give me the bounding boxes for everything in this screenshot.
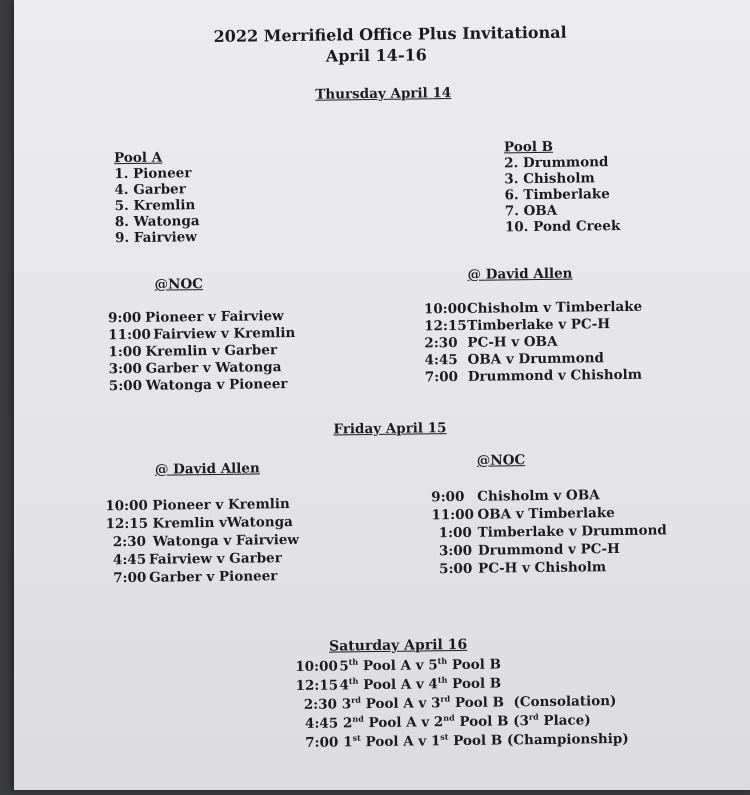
game-row: 10:00Chisholm v Timberlake [423, 298, 643, 318]
friday-heading: Friday April 15 [333, 420, 447, 438]
game-row: 11:00 Fairview v Kremlin [108, 324, 296, 344]
final-game-row: 7:00 1st Pool A v 1st Pool B (Championship) [305, 730, 629, 751]
game-row: 5:00 PC-H v Chisholm [439, 559, 607, 578]
friday-site-a: @ David Allen [154, 460, 260, 478]
game-row: 2:30 PC-H v OBA [424, 333, 558, 352]
game-row: 10:00 Pioneer v Kremlin [105, 496, 290, 515]
final-game-row: 2:30 3rd Pool A v 3rd Pool B (Consolation) [303, 693, 617, 713]
pool-a-team: 9. Fairview [114, 229, 197, 247]
pool-a-team: 1. Pioneer [114, 165, 192, 183]
pool-b-team: 10. Pond Creek [504, 217, 621, 236]
thursday-heading: Thursday April 14 [315, 85, 452, 103]
pool-b-team: 3. Chisholm [504, 170, 595, 188]
game-row: 4:45 OBA v Drummond [424, 350, 605, 369]
pool-b-heading: Pool B [503, 138, 554, 156]
final-game-row: 10:005th Pool A v 5th Pool B [295, 655, 502, 675]
pool-a-team: 4. Garber [114, 181, 186, 199]
game-row: 12:15 Kremlin vWatonga [105, 514, 293, 533]
pool-b-team: 6. Timberlake [504, 186, 610, 204]
game-row: 4:45 Fairview v Garber [112, 550, 282, 569]
game-row: 9:00 Pioneer v Fairview [107, 308, 284, 327]
document-dates: April 14-16 [325, 45, 427, 66]
thursday-site-a: @NOC [154, 276, 204, 293]
game-row: 3:00 Drummond v PC-H [438, 541, 620, 560]
game-row: 11:00 OBA v Timberlake [431, 505, 615, 524]
game-row: 1:00 Timberlake v Drummond [438, 522, 667, 542]
game-row: 7:00 Garber v Pioneer [113, 568, 278, 587]
game-row: 12:15Timberlake v PC-H [424, 316, 611, 335]
game-row: 2:30 Watonga v Fairview [112, 531, 300, 551]
pool-b-team: 2. Drummond [504, 154, 609, 172]
game-row: 7:00 Drummond v Chisholm [424, 366, 643, 386]
game-row: 1:00 Kremlin v Garber [108, 342, 278, 361]
final-game-row: 12:154th Pool A v 4th Pool B [295, 674, 502, 694]
thursday-site-b: @ David Allen [467, 265, 573, 283]
pool-a-team: 5. Kremlin [114, 197, 196, 215]
game-row: 3:00 Garber v Watonga [108, 359, 282, 378]
document-title: 2022 Merrifield Office Plus Invitational [213, 22, 567, 46]
game-row: 5:00 Watonga v Pioneer [108, 376, 288, 395]
pool-a-team: 8. Watonga [114, 213, 200, 231]
pool-b-team: 7. OBA [504, 202, 558, 220]
final-game-row: 4:45 2nd Pool A v 2nd Pool B (3rd Place) [304, 711, 591, 732]
friday-site-b: @NOC [476, 452, 526, 469]
pool-a-heading: Pool A [113, 149, 163, 167]
saturday-heading: Saturday April 16 [328, 636, 468, 655]
game-row: 9:00 Chisholm v OBA [431, 487, 600, 506]
